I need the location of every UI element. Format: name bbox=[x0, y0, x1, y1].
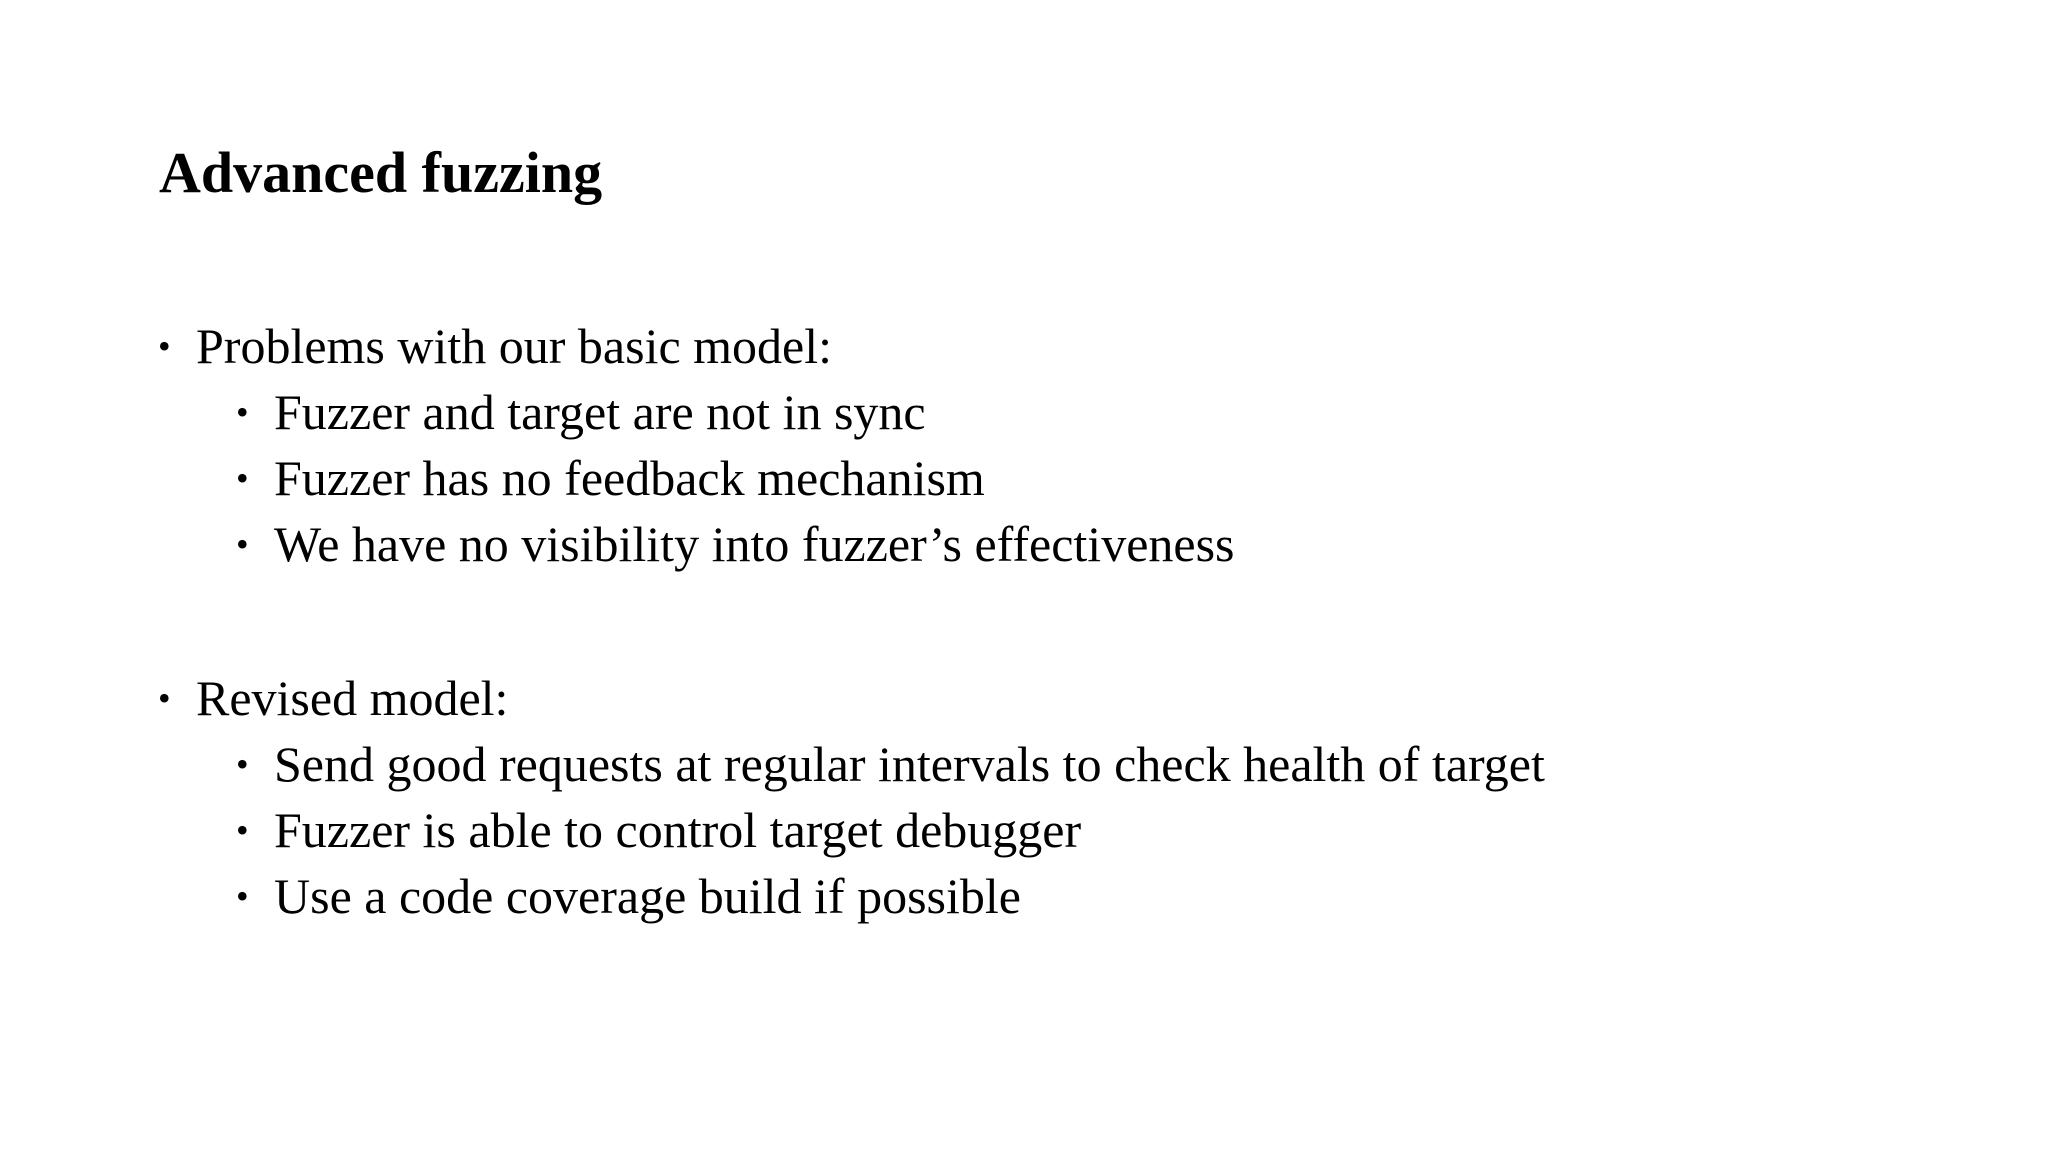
bullet-text: Revised model: bbox=[196, 670, 509, 726]
bullet-heading-revised bbox=[156, 665, 1545, 731]
sub-bullet-item bbox=[156, 379, 1235, 445]
bullet-icon: • bbox=[236, 744, 249, 784]
bullet-heading-problems bbox=[156, 313, 1235, 379]
bullet-icon: • bbox=[158, 678, 171, 718]
sub-bullet-item bbox=[156, 445, 1235, 511]
sub-bullet-text: Fuzzer is able to control target debugger bbox=[274, 802, 1082, 858]
sub-bullet-text: Send good requests at regular intervals to check health of target bbox=[274, 736, 1545, 792]
sub-bullet-text: Use a code coverage build if possible bbox=[274, 868, 1021, 924]
bullet-icon: • bbox=[236, 876, 249, 916]
sub-bullet-text: Fuzzer and target are not in sync bbox=[274, 384, 926, 440]
bullet-icon: • bbox=[236, 392, 249, 432]
bullet-icon: • bbox=[236, 524, 249, 564]
bullet-icon: • bbox=[158, 326, 171, 366]
bullet-list-revised bbox=[156, 665, 1545, 929]
sub-bullet-text: We have no visibility into fuzzer’s effectiveness bbox=[274, 516, 1235, 572]
sub-bullet-item bbox=[156, 731, 1545, 797]
bullet-text: Problems with our basic model: bbox=[196, 318, 833, 374]
bullet-icon: • bbox=[236, 810, 249, 850]
sub-bullet-item bbox=[156, 797, 1545, 863]
slide-title: Advanced fuzzing bbox=[159, 140, 603, 205]
bullet-icon: • bbox=[236, 458, 249, 498]
sub-bullet-text: Fuzzer has no feedback mechanism bbox=[274, 450, 985, 506]
sub-bullet-item bbox=[156, 863, 1545, 929]
bullet-list-problems bbox=[156, 313, 1235, 577]
sub-bullet-item bbox=[156, 511, 1235, 577]
